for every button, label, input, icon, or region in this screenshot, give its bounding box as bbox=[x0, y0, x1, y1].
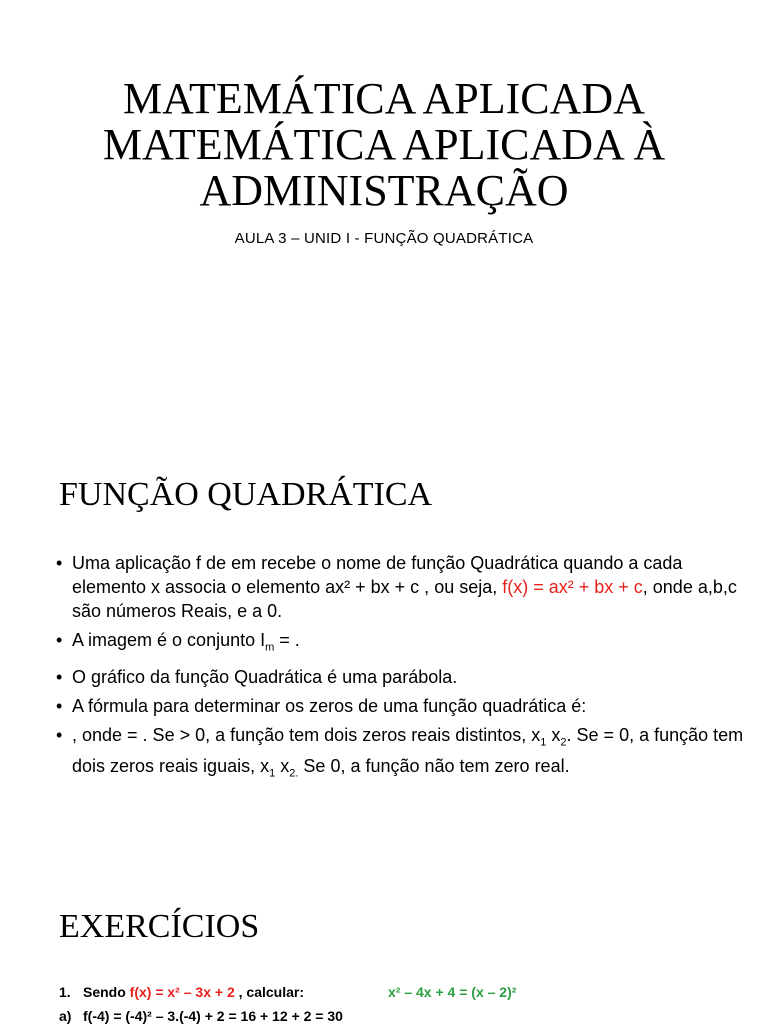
bullet-zeros-text-3: . Se = 0, a função tem dois zeros reais iguais, x bbox=[72, 724, 744, 777]
function-formula: f(x) = ax² + bx + c bbox=[502, 577, 643, 597]
bullet-definition-text-1: Uma aplicação f de em recebe o nome de função Quadrática quando a cada elemento x associa o elemento ax² + bx + c , ou seja, bbox=[72, 553, 683, 597]
exercise-1-text-1: Sendo bbox=[83, 984, 130, 1000]
bullet-zeros-sub-4: 2. bbox=[289, 767, 299, 780]
exercise-a-text: f(-4) = (-4)² – 3.(-4) + 2 = 16 + 12 + 2 = 30 bbox=[83, 1008, 343, 1024]
exercise-1-text-2: , calcular: bbox=[234, 984, 304, 1000]
bullet-image-text-1: A imagem é o conjunto I bbox=[72, 630, 266, 650]
title-line-1: MATEMÁTICA APLICADA bbox=[123, 74, 645, 123]
bullet-zeros-text-4: x bbox=[275, 756, 290, 777]
subtitle: AULA 3 – UNID I - FUNÇÃO QUADRÁTICA bbox=[234, 230, 534, 247]
bullet-zeros bbox=[56, 723, 746, 786]
bullet-zeros-sub-1: 1 bbox=[540, 736, 547, 749]
title-line-3: ADMINISTRAÇÃO bbox=[199, 166, 569, 215]
exercise-1-number: 1. bbox=[59, 984, 71, 1000]
exercise-a-label: a) bbox=[59, 1008, 72, 1024]
bullet-zeros-sub-3: 1 bbox=[269, 767, 276, 780]
section-title-funcao: FUNÇÃO QUADRÁTICA bbox=[59, 476, 433, 513]
exercise-a bbox=[59, 1008, 343, 1024]
exercise-1-factorization: x² – 4x + 4 = (x – 2)² bbox=[388, 984, 517, 1000]
bullet-image-text-2: = . bbox=[274, 630, 300, 650]
bullet-zeros-text-1: , onde = . Se > 0, a função tem dois zeros reais distintos, x bbox=[72, 724, 541, 745]
exercise-1 bbox=[59, 984, 304, 1000]
section-title-exercicios: EXERCÍCIOS bbox=[59, 908, 260, 945]
bullet-graph: • O gráfico da função Quadrática é uma parábola. bbox=[56, 665, 746, 689]
title-line-2: MATEMÁTICA APLICADA À bbox=[102, 120, 666, 169]
main-title bbox=[0, 76, 768, 214]
bullet-list bbox=[56, 551, 746, 791]
bullet-image bbox=[56, 628, 746, 660]
bullet-image-sub: m bbox=[265, 641, 275, 654]
title-block bbox=[0, 76, 768, 247]
bullet-definition bbox=[56, 551, 746, 623]
bullet-zeros-text-2: x bbox=[546, 724, 561, 745]
bullet-zeros-text-5: Se 0, a função não tem zero real. bbox=[298, 756, 570, 777]
exercise-1-function: f(x) = x² – 3x + 2 bbox=[129, 984, 235, 1000]
bullet-zeros-sub-2: 2 bbox=[560, 736, 567, 749]
bullet-formula: • A fórmula para determinar os zeros de uma função quadrática é: bbox=[56, 694, 746, 718]
bullet-definition-text-2: , onde a,b,c são números Reais, e a 0. bbox=[72, 577, 737, 621]
